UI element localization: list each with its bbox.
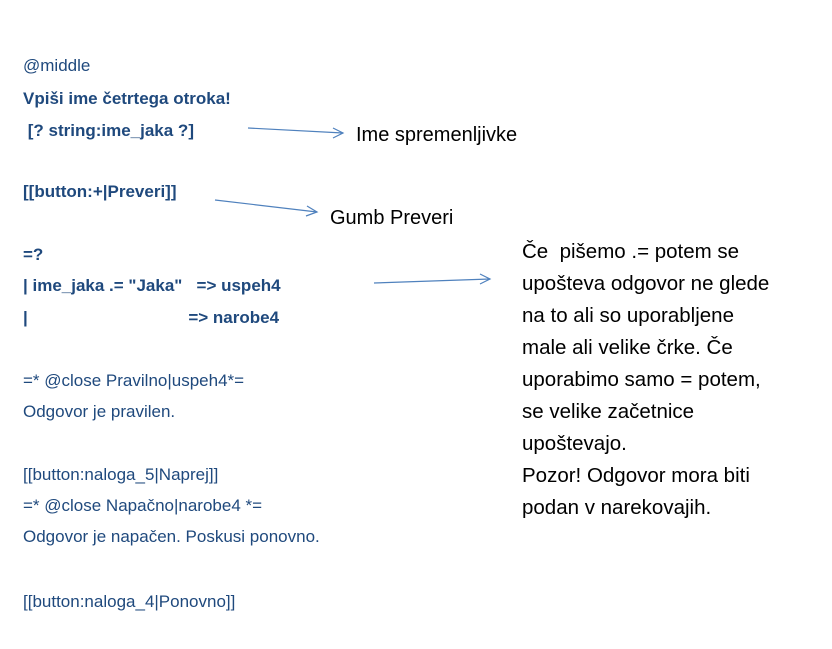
code-line-cond-jaka: | ime_jaka .= "Jaka" => uspeh4 (23, 276, 281, 295)
code-line-button-check: [[button:+|Preveri]] (23, 182, 177, 201)
explanation-line: se velike začetnice (522, 400, 695, 423)
annotation-variable-name: Ime spremenljivke (356, 124, 518, 146)
arrow-to-check-button (215, 200, 317, 216)
code-line-msg-correct: Odgovor je pravilen. (23, 402, 176, 421)
code-line-close-correct: =* @close Pravilno|uspeh4*= (23, 371, 245, 390)
explanation-line: male ali velike črke. Če (522, 336, 733, 359)
explanation-line: podan v narekovajih. (522, 496, 712, 519)
arrow-to-explanation (374, 274, 490, 284)
explanation-line: upoštevajo. (522, 432, 627, 455)
code-line-button-next: [[button:naloga_5|Naprej]] (23, 465, 219, 484)
explanation-line: Če pišemo .= potem se (522, 240, 740, 263)
explanation-line: na to ali so uporabljene (522, 304, 734, 327)
code-line-button-retry: [[button:naloga_4|Ponovno]] (23, 592, 236, 611)
code-line-input: [? string:ime_jaka ?] (23, 121, 194, 140)
explanation-line: upošteva odgovor ne glede (522, 272, 770, 295)
code-line-cond-else: | => narobe4 (23, 308, 280, 327)
annotation-check-button: Gumb Preveri (330, 207, 454, 229)
arrow-to-variable-name (248, 128, 343, 138)
explanation-line: Pozor! Odgovor mora biti (522, 464, 750, 487)
explanation-line: uporabimo samo = potem, (522, 368, 761, 391)
code-line-close-wrong: =* @close Napačno|narobe4 *= (23, 496, 263, 515)
code-line-msg-wrong: Odgovor je napačen. Poskusi ponovno. (23, 527, 320, 546)
code-line-instruction: Vpiši ime četrtega otroka! (23, 89, 231, 108)
code-line-middle: @middle (23, 56, 91, 75)
code-line-eval-start: =? (23, 245, 44, 264)
